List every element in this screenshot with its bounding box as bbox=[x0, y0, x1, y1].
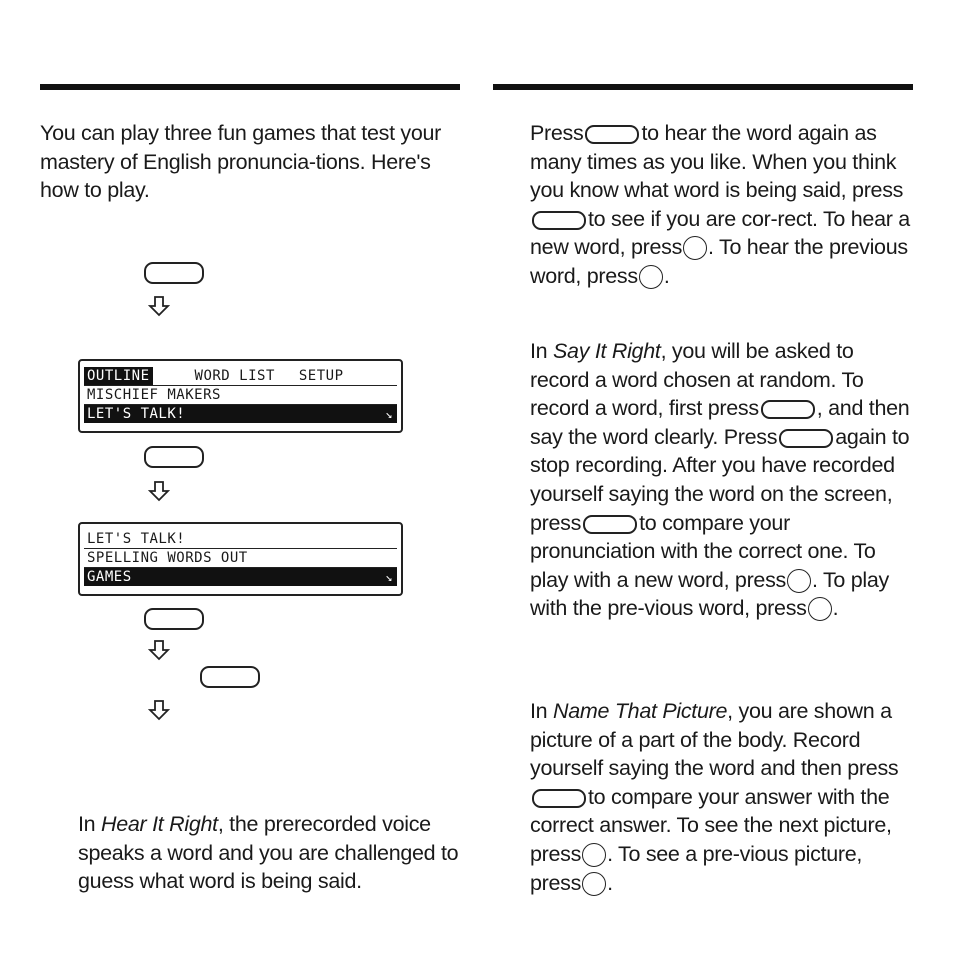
key-button-3 bbox=[144, 608, 204, 630]
name-that-picture-text: In Name That Picture, you are shown a picture of a part of the body. Record yourself saying the word and then pressto compare your answer with the correct answer. To see the next picture, press . To see a pre-vious picture, press . bbox=[530, 699, 899, 895]
key-circle bbox=[582, 872, 606, 896]
arrow-down-icon bbox=[148, 295, 170, 317]
key-circle bbox=[582, 843, 606, 867]
game-title: Say It Right bbox=[553, 339, 661, 363]
key-circle bbox=[787, 569, 811, 593]
key-button bbox=[532, 211, 586, 230]
game-title: Name That Picture bbox=[553, 699, 728, 723]
game-title: Hear It Right bbox=[101, 812, 218, 836]
lcd-screen-main-menu bbox=[78, 359, 403, 433]
left-header-rule bbox=[40, 84, 460, 90]
hear-it-right-text: In Hear It Right, the prerecorded voice speaks a word and you are challenged to guess what word is being said. bbox=[78, 812, 459, 894]
key-button bbox=[779, 429, 833, 448]
arrow-down-right-icon: ↘ bbox=[385, 570, 393, 584]
key-button bbox=[585, 125, 639, 144]
lcd-row: SPELLING WORDS OUT bbox=[84, 549, 397, 568]
arrow-down-icon bbox=[148, 699, 170, 721]
menu-setup: SETUP bbox=[298, 368, 344, 384]
key-button-2 bbox=[144, 446, 204, 468]
key-button-4 bbox=[200, 666, 260, 688]
arrow-down-icon bbox=[148, 639, 170, 661]
key-circle bbox=[683, 236, 707, 260]
lcd-screen-lets-talk bbox=[78, 522, 403, 596]
menu-outline: OUTLINE bbox=[84, 367, 153, 385]
lcd-row: MISCHIEF MAKERS bbox=[84, 386, 397, 405]
intro-text: You can play three fun games that test your mastery of English pronuncia-tions. Here's how to play. bbox=[40, 121, 442, 203]
arrow-down-icon bbox=[148, 480, 170, 502]
key-button-1 bbox=[144, 262, 204, 284]
lcd-row-selected: LET'S TALK! ↘ bbox=[84, 405, 397, 423]
lcd-row-selected: GAMES ↘ bbox=[84, 568, 397, 586]
key-button bbox=[583, 515, 637, 534]
lcd-menu-bar bbox=[84, 367, 397, 386]
say-it-right-text: In Say It Right, you will be asked to record a word chosen at random. To record a word, first press , and then say the word clearly. Press again to stop recording. After you have recorded yourself saying the word on the screen, press to compare your pronunciation with the correct one. To play with a new word, press . To play with the pre-vious word, press . bbox=[530, 339, 910, 621]
key-circle bbox=[808, 597, 832, 621]
hear-instructions: Press to hear the word again as many times as you like. When you think you know what word is being said, pressto see if you are cor-rect. To hear a new word, press . To hear the previous word, press . bbox=[530, 121, 910, 288]
lcd-row: LET'S TALK! bbox=[84, 530, 397, 549]
key-circle bbox=[639, 265, 663, 289]
arrow-down-right-icon: ↘ bbox=[385, 407, 393, 421]
right-header-rule bbox=[493, 84, 913, 90]
menu-word-list: WORD LIST bbox=[194, 368, 275, 384]
key-button bbox=[532, 789, 586, 808]
key-button bbox=[761, 400, 815, 419]
